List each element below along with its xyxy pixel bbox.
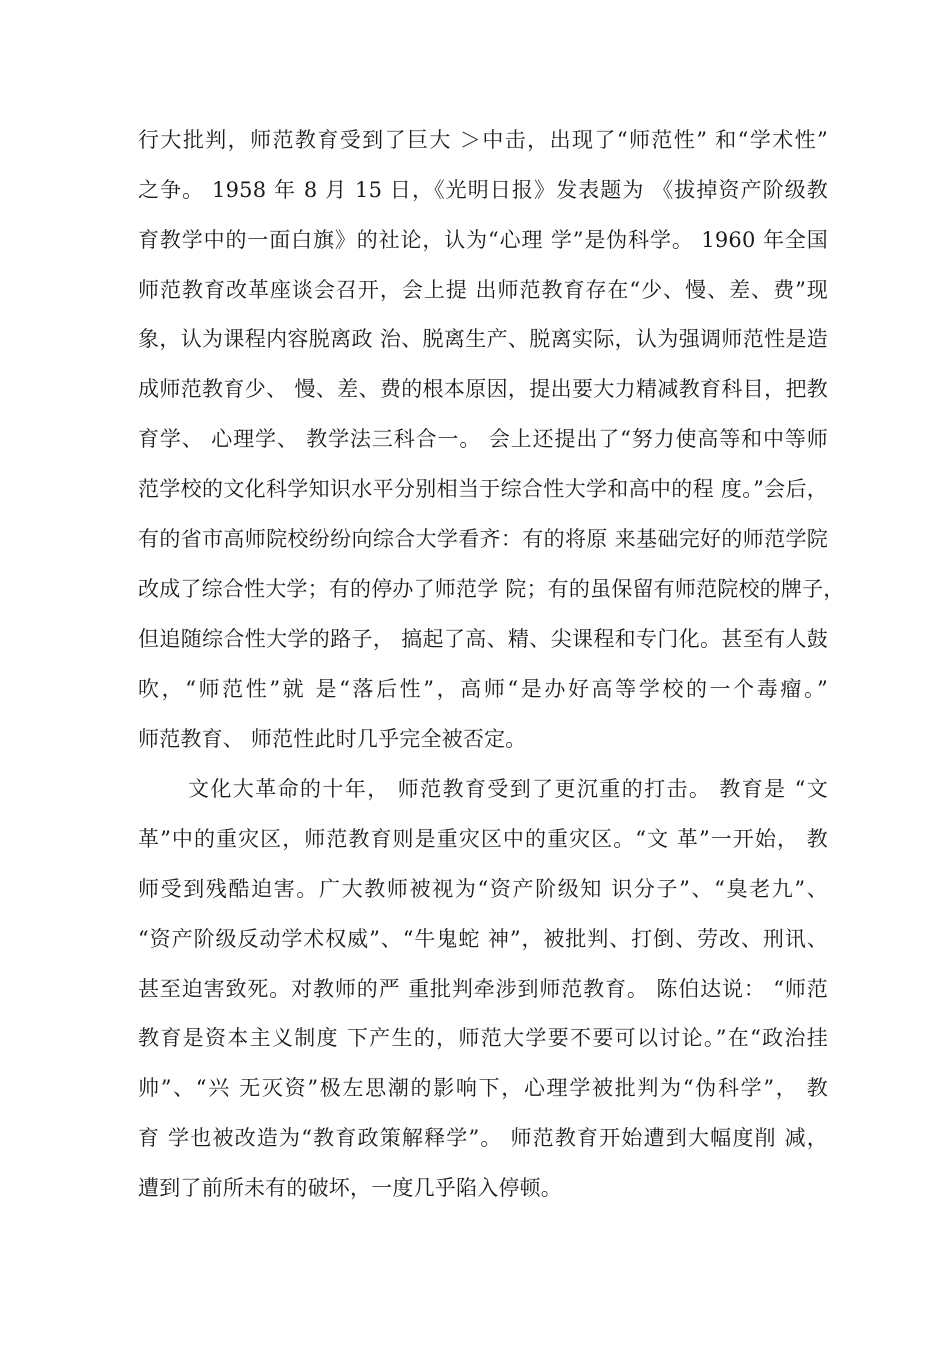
paragraph-first-line: 文化大革命的十年， 师范教育受到了更沉重的打击。 教育是 “文 xyxy=(188,777,828,801)
text-line: 师受到残酷迫害。广大教师被视为“资产阶级知 识分子”、“臭老九”、 xyxy=(138,877,828,901)
text-line: 有的省市高师院校纷纷向综合大学看齐：有的将原 来基础完好的师范学院 xyxy=(138,527,828,551)
text-line: 教育是资本主义制度 下产生的，师范大学要不要可以讨论。”在“政治挂 xyxy=(138,1026,828,1050)
text-line: 之争。 1958 年 8 月 15 日，《光明日报》发表题为 《拔掉资产阶级教 xyxy=(138,178,828,202)
text-line: 育 学也被改造为“教育政策解释学”。 师范教育开始遭到大幅度削 减， xyxy=(138,1126,828,1150)
text-line: 帅”、“兴 无灭资”极左思潮的影响下，心理学被批判为“伪科学”， 教 xyxy=(138,1076,828,1100)
text-line: 象，认为课程内容脱离政 治、脱离生产、脱离实际，认为强调师范性是造 xyxy=(138,327,828,351)
text-line: 但追随综合性大学的路子， 搞起了高、精、尖课程和专门化。甚至有人鼓 xyxy=(138,627,828,651)
text-line: 师范教育、 师范性此时几乎完全被否定。 xyxy=(138,727,527,751)
text-line: 改成了综合性大学；有的停办了师范学 院；有的虽保留有师范院校的牌子， xyxy=(138,577,845,601)
text-line: 革”中的重灾区，师范教育则是重灾区中的重灾区。“文 革”一开始， 教 xyxy=(138,827,828,851)
text-line: “资产阶级反动学术权威”、“牛鬼蛇 神”，被批判、打倒、劳改、刑讯、 xyxy=(138,927,828,951)
text-line: 行大批判，师范教育受到了巨大 ＞中击，出现了“师范性” 和“学术性” xyxy=(138,128,828,152)
text-line: 范学校的文化科学知识水平分别相当于综合性大学和高中的程 度。”会后， xyxy=(138,477,828,501)
text-line: 甚至迫害致死。对教师的严 重批判牵涉到师范教育。 陈伯达说： “师范 xyxy=(138,977,828,1001)
text-line: 育教学中的一面白旗》的社论，认为“心理 学”是伪科学。 1960 年全国 xyxy=(138,228,828,252)
text-line: 吹，“师范性”就 是“落后性”，高师“是办好高等学校的一个毒瘤。” xyxy=(138,677,828,701)
text-line: 成师范教育少、 慢、差、费的根本原因，提出要大力精减教育科目，把教 xyxy=(138,377,828,401)
text-line: 育学、 心理学、 教学法三科合一。 会上还提出了“努力使高等和中等师 xyxy=(138,427,828,451)
text-line: 遭到了前所未有的破坏，一度几乎陷入停顿。 xyxy=(138,1176,562,1200)
text-line: 师范教育改革座谈会召开，会上提 出师范教育存在“少、慢、差、费”现 xyxy=(138,278,828,302)
